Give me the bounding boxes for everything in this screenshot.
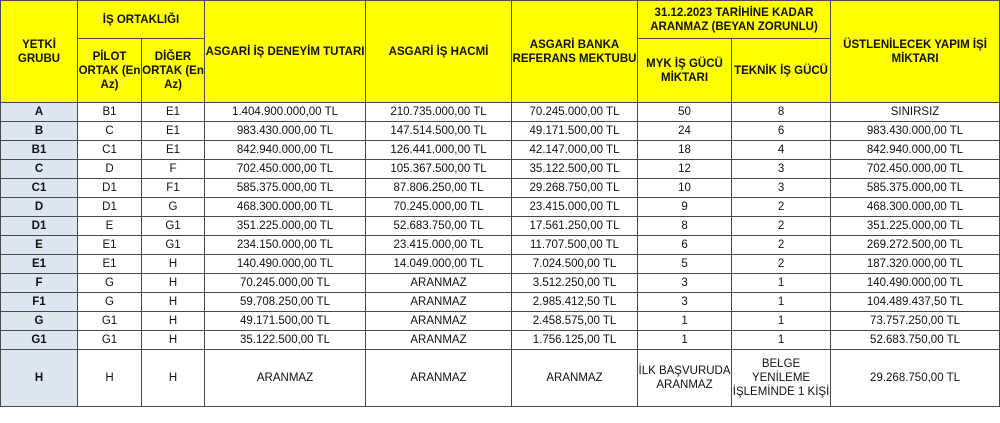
- is-hacmi-cell: 87.806.250,00 TL: [366, 179, 512, 198]
- table-row: [1, 350, 1000, 407]
- banka-referans-cell: 23.415.000,00 TL: [512, 198, 638, 217]
- is-hacmi-cell: 23.415.000,00 TL: [366, 236, 512, 255]
- is-hacmi-cell: 14.049.000,00 TL: [366, 255, 512, 274]
- table-row: [1, 236, 1000, 255]
- ustlenilecek-cell: 702.450.000,00 TL: [831, 160, 1000, 179]
- table-row: [1, 141, 1000, 160]
- is-deneyim-cell: 1.404.900.000,00 TL: [205, 103, 366, 122]
- myk-cell: 3: [638, 274, 732, 293]
- teknik-cell: 1: [732, 312, 831, 331]
- myk-cell: 9: [638, 198, 732, 217]
- ustlenilecek-cell: 269.272.500,00 TL: [831, 236, 1000, 255]
- is-hacmi-cell: 52.683.750,00 TL: [366, 217, 512, 236]
- group-cell: A: [1, 103, 78, 122]
- is-deneyim-cell: 59.708.250,00 TL: [205, 293, 366, 312]
- table-row: [1, 160, 1000, 179]
- header-myk: MYK İŞ GÜCÜ MİKTARI: [638, 39, 732, 103]
- banka-referans-cell: 35.122.500,00 TL: [512, 160, 638, 179]
- diger-ortak-cell: G: [142, 198, 205, 217]
- myk-cell: 50: [638, 103, 732, 122]
- banka-referans-cell: 42.147.000,00 TL: [512, 141, 638, 160]
- ustlenilecek-cell: 842.940.000,00 TL: [831, 141, 1000, 160]
- header-is-hacmi: ASGARİ İŞ HACMİ: [366, 1, 512, 103]
- myk-cell: 24: [638, 122, 732, 141]
- is-hacmi-cell: ARANMAZ: [366, 331, 512, 350]
- ustlenilecek-cell: 187.320.000,00 TL: [831, 255, 1000, 274]
- banka-referans-cell: 7.024.500,00 TL: [512, 255, 638, 274]
- diger-ortak-cell: E1: [142, 103, 205, 122]
- pilot-ortak-cell: E: [78, 217, 142, 236]
- group-cell: G: [1, 312, 78, 331]
- is-hacmi-cell: 147.514.500,00 TL: [366, 122, 512, 141]
- diger-ortak-cell: H: [142, 312, 205, 331]
- pilot-ortak-cell: H: [78, 350, 142, 407]
- diger-ortak-cell: H: [142, 274, 205, 293]
- is-deneyim-cell: 351.225.000,00 TL: [205, 217, 366, 236]
- teknik-cell: 1: [732, 293, 831, 312]
- diger-ortak-cell: G1: [142, 236, 205, 255]
- is-hacmi-cell: ARANMAZ: [366, 312, 512, 331]
- ustlenilecek-cell: 104.489.437,50 TL: [831, 293, 1000, 312]
- ustlenilecek-cell: 983.430.000,00 TL: [831, 122, 1000, 141]
- banka-referans-cell: 17.561.250,00 TL: [512, 217, 638, 236]
- is-deneyim-cell: ARANMAZ: [205, 350, 366, 407]
- teknik-cell: BELGE YENİLEME İŞLEMİNDE 1 KİŞİ: [732, 350, 831, 407]
- group-cell: B: [1, 122, 78, 141]
- table-row: [1, 179, 1000, 198]
- table-row: [1, 198, 1000, 217]
- is-deneyim-cell: 35.122.500,00 TL: [205, 331, 366, 350]
- banka-referans-cell: 29.268.750,00 TL: [512, 179, 638, 198]
- pilot-ortak-cell: D1: [78, 198, 142, 217]
- group-cell: F1: [1, 293, 78, 312]
- teknik-cell: 4: [732, 141, 831, 160]
- pilot-ortak-cell: D: [78, 160, 142, 179]
- is-hacmi-cell: ARANMAZ: [366, 293, 512, 312]
- is-deneyim-cell: 70.245.000,00 TL: [205, 274, 366, 293]
- teknik-cell: 3: [732, 179, 831, 198]
- banka-referans-cell: 1.756.125,00 TL: [512, 331, 638, 350]
- diger-ortak-cell: H: [142, 255, 205, 274]
- diger-ortak-cell: E1: [142, 122, 205, 141]
- pilot-ortak-cell: G: [78, 293, 142, 312]
- pilot-ortak-cell: G1: [78, 331, 142, 350]
- header-pilot-ortak: PİLOT ORTAK (En Az): [78, 39, 142, 103]
- header-yetki-grubu: YETKİ GRUBU: [1, 1, 78, 103]
- diger-ortak-cell: H: [142, 331, 205, 350]
- header-is-deneyim: ASGARİ İŞ DENEYİM TUTARI: [205, 1, 366, 103]
- pilot-ortak-cell: B1: [78, 103, 142, 122]
- pilot-ortak-cell: G: [78, 274, 142, 293]
- group-cell: E: [1, 236, 78, 255]
- group-cell: C1: [1, 179, 78, 198]
- header-banka-referans: ASGARİ BANKA REFERANS MEKTUBU: [512, 1, 638, 103]
- table-row: [1, 331, 1000, 350]
- pilot-ortak-cell: C: [78, 122, 142, 141]
- is-hacmi-cell: 70.245.000,00 TL: [366, 198, 512, 217]
- table-row: [1, 255, 1000, 274]
- table-row: [1, 217, 1000, 236]
- banka-referans-cell: 70.245.000,00 TL: [512, 103, 638, 122]
- teknik-cell: 2: [732, 198, 831, 217]
- myk-cell: 5: [638, 255, 732, 274]
- myk-cell: 10: [638, 179, 732, 198]
- is-deneyim-cell: 983.430.000,00 TL: [205, 122, 366, 141]
- is-deneyim-cell: 842.940.000,00 TL: [205, 141, 366, 160]
- ustlenilecek-cell: 73.757.250,00 TL: [831, 312, 1000, 331]
- banka-referans-cell: 11.707.500,00 TL: [512, 236, 638, 255]
- myk-cell: 1: [638, 331, 732, 350]
- table-row: [1, 122, 1000, 141]
- is-deneyim-cell: 49.171.500,00 TL: [205, 312, 366, 331]
- myk-cell: 12: [638, 160, 732, 179]
- group-cell: D: [1, 198, 78, 217]
- teknik-cell: 6: [732, 122, 831, 141]
- group-cell: H: [1, 350, 78, 407]
- diger-ortak-cell: G1: [142, 217, 205, 236]
- banka-referans-cell: ARANMAZ: [512, 350, 638, 407]
- teknik-cell: 1: [732, 331, 831, 350]
- header-teknik: TEKNİK İŞ GÜCÜ: [732, 39, 831, 103]
- myk-cell: 8: [638, 217, 732, 236]
- pilot-ortak-cell: E1: [78, 255, 142, 274]
- banka-referans-cell: 2.985.412,50 TL: [512, 293, 638, 312]
- ustlenilecek-cell: SINIRSIZ: [831, 103, 1000, 122]
- ustlenilecek-cell: 140.490.000,00 TL: [831, 274, 1000, 293]
- is-deneyim-cell: 468.300.000,00 TL: [205, 198, 366, 217]
- is-hacmi-cell: ARANMAZ: [366, 274, 512, 293]
- myk-cell: 18: [638, 141, 732, 160]
- ustlenilecek-cell: 29.268.750,00 TL: [831, 350, 1000, 407]
- pilot-ortak-cell: C1: [78, 141, 142, 160]
- group-cell: G1: [1, 331, 78, 350]
- banka-referans-cell: 3.512.250,00 TL: [512, 274, 638, 293]
- group-cell: F: [1, 274, 78, 293]
- myk-cell: 1: [638, 312, 732, 331]
- ustlenilecek-cell: 52.683.750,00 TL: [831, 331, 1000, 350]
- table-row: [1, 103, 1000, 122]
- diger-ortak-cell: E1: [142, 141, 205, 160]
- table-row: [1, 293, 1000, 312]
- pilot-ortak-cell: E1: [78, 236, 142, 255]
- group-cell: C: [1, 160, 78, 179]
- teknik-cell: 2: [732, 236, 831, 255]
- is-deneyim-cell: 140.490.000,00 TL: [205, 255, 366, 274]
- header-diger-ortak: DİĞER ORTAK (En Az): [142, 39, 205, 103]
- myk-cell: 6: [638, 236, 732, 255]
- is-hacmi-cell: 105.367.500,00 TL: [366, 160, 512, 179]
- header-ustlenilecek: ÜSTLENİLECEK YAPIM İŞİ MİKTARI: [831, 1, 1000, 103]
- is-deneyim-cell: 234.150.000,00 TL: [205, 236, 366, 255]
- table-row: [1, 274, 1000, 293]
- pilot-ortak-cell: D1: [78, 179, 142, 198]
- header-is-ortakligi: İŞ ORTAKLIĞI: [78, 1, 205, 39]
- banka-referans-cell: 49.171.500,00 TL: [512, 122, 638, 141]
- is-deneyim-cell: 585.375.000,00 TL: [205, 179, 366, 198]
- is-deneyim-cell: 702.450.000,00 TL: [205, 160, 366, 179]
- group-cell: B1: [1, 141, 78, 160]
- diger-ortak-cell: H: [142, 350, 205, 407]
- myk-cell: 3: [638, 293, 732, 312]
- teknik-cell: 8: [732, 103, 831, 122]
- ustlenilecek-cell: 468.300.000,00 TL: [831, 198, 1000, 217]
- ustlenilecek-cell: 585.375.000,00 TL: [831, 179, 1000, 198]
- teknik-cell: 1: [732, 274, 831, 293]
- diger-ortak-cell: H: [142, 293, 205, 312]
- myk-cell: İLK BAŞVURUDA ARANMAZ: [638, 350, 732, 407]
- is-hacmi-cell: 210.735.000,00 TL: [366, 103, 512, 122]
- table-row: [1, 312, 1000, 331]
- teknik-cell: 2: [732, 255, 831, 274]
- pilot-ortak-cell: G1: [78, 312, 142, 331]
- group-cell: D1: [1, 217, 78, 236]
- group-cell: E1: [1, 255, 78, 274]
- teknik-cell: 3: [732, 160, 831, 179]
- is-hacmi-cell: ARANMAZ: [366, 350, 512, 407]
- ustlenilecek-cell: 351.225.000,00 TL: [831, 217, 1000, 236]
- diger-ortak-cell: F1: [142, 179, 205, 198]
- banka-referans-cell: 2.458.575,00 TL: [512, 312, 638, 331]
- header-tarih-grup: 31.12.2023 TARİHİNE KADAR ARANMAZ (BEYAN ZORUNLU): [638, 1, 831, 39]
- teknik-cell: 2: [732, 217, 831, 236]
- diger-ortak-cell: F: [142, 160, 205, 179]
- is-hacmi-cell: 126.441.000,00 TL: [366, 141, 512, 160]
